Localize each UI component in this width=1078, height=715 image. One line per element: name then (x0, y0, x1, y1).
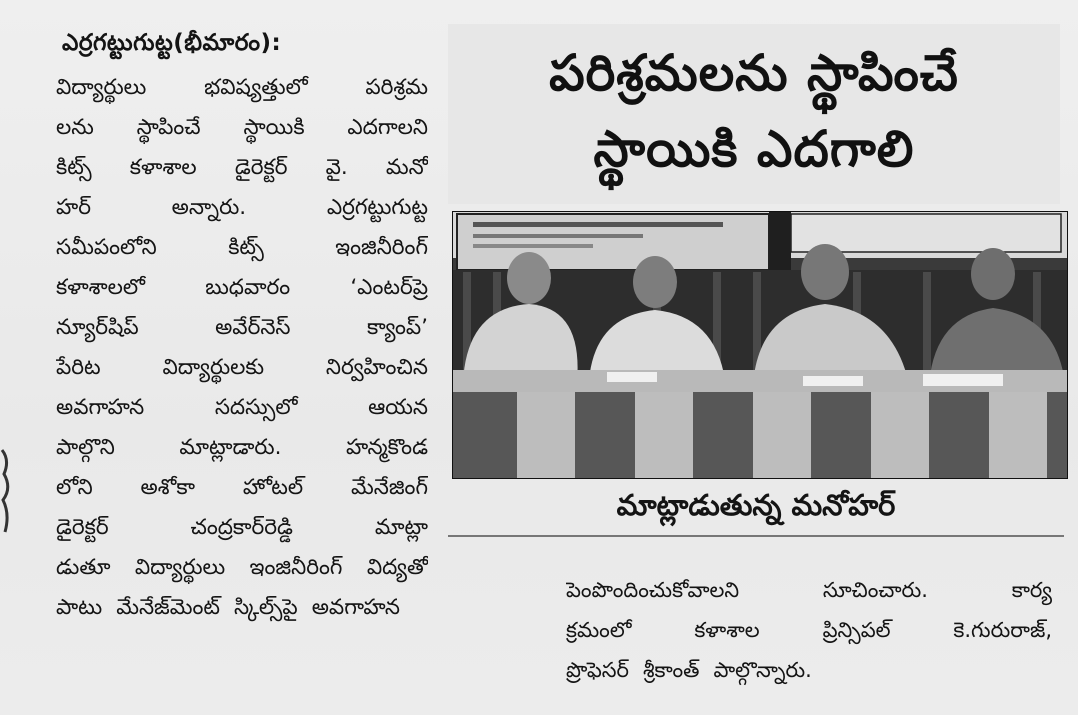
word: బుధవారం (205, 275, 291, 300)
body-right-line (566, 650, 1052, 690)
word: కిట్స్ (228, 235, 264, 260)
word: మాట్లాడారు. (179, 435, 282, 460)
word: హర్ (56, 195, 91, 220)
word: చంద్రకార్‌రెడ్డి (190, 515, 293, 540)
word: నిర్వహించిన (325, 355, 428, 380)
word: మేనేజింగ్ (351, 475, 428, 500)
word: డైరెక్టర్ (56, 515, 109, 540)
body-left-line (56, 588, 428, 628)
word: కిట్స్ (56, 155, 92, 180)
photo-caption: మాట్లాడుతున్న మనోహర్ (616, 488, 896, 522)
article-body-right-column (566, 570, 1052, 690)
word: అవేర్‌నెస్ (215, 315, 291, 340)
word: క్యాంప్’ (366, 315, 428, 340)
headline-line-1: పరిశ్రమలను స్థాపించే (549, 44, 959, 102)
body-left-line (56, 308, 428, 348)
body-left-line (56, 68, 428, 108)
dateline: ఎర్రగట్టుగుట్ట(భీమారం): (62, 30, 282, 56)
body-left-line (56, 188, 428, 228)
word: ‘ఎంటర్‌ప్రె (350, 275, 428, 300)
body-left-line (56, 108, 428, 148)
word: అశోకా (140, 475, 195, 500)
body-left-line (56, 468, 428, 508)
word: స్థాయికి (243, 115, 305, 140)
word: సదస్సులో (214, 395, 298, 420)
word: స్థాపించే (136, 115, 201, 140)
word: పరిశ్రమ (365, 75, 428, 100)
article-body-left-column (56, 68, 428, 628)
word: విద్యతో (366, 555, 428, 580)
word: ఇంజినీరింగ్ (249, 555, 343, 580)
headline-line-2: స్థాయికి ఎదగాలి (593, 120, 915, 178)
body-left-line (56, 228, 428, 268)
word: ఇంజినీరింగ్ (335, 235, 428, 260)
body-left-line (56, 508, 428, 548)
word: డుతూ (56, 555, 111, 580)
body-left-line (56, 428, 428, 468)
word: ఆయన (368, 395, 428, 420)
word: స్కిల్స్‌పై (234, 595, 298, 620)
word: విద్యార్థులు (56, 75, 147, 100)
body-left-line (56, 148, 428, 188)
body-left-line (56, 388, 428, 428)
word: కళాశాలలో (56, 275, 146, 300)
news-photo (452, 211, 1068, 479)
body-right-line (566, 570, 1052, 610)
word: అవగాహన (56, 395, 145, 420)
word: మాట్లా (374, 515, 428, 540)
word: లోని (56, 475, 93, 500)
word: పాల్గొని (56, 435, 115, 460)
word: క్రమంలో (566, 618, 632, 642)
word: కళాశాల (694, 618, 760, 642)
word: న్యూర్‌షిప్ (56, 315, 139, 340)
word: ఎదగాలని (347, 115, 428, 140)
body-left-line (56, 548, 428, 588)
body-left-line (56, 348, 428, 388)
word: అన్నారు. (171, 195, 247, 220)
word: పాటు (56, 595, 103, 620)
word: పాల్గొన్నారు. (713, 658, 812, 682)
body-left-line (56, 268, 428, 308)
word: పెంపొందించుకోవాలని (566, 578, 740, 602)
word: పేరిట (56, 355, 101, 380)
word: డైరెక్టర్ (234, 155, 288, 180)
word: హన్మకొండ (345, 435, 428, 460)
word: సమీపంలోని (56, 235, 157, 260)
word: మనో (385, 155, 428, 180)
word: కార్య (1011, 578, 1052, 602)
word: మేనేజ్‌మెంట్ (116, 595, 221, 620)
word: అవగాహన (311, 595, 400, 620)
word: హోటల్ (242, 475, 304, 500)
word: ప్రిన్సిపల్ (822, 618, 891, 642)
word: కె.గురురాజ్, (953, 618, 1052, 642)
word: విద్యార్థులకు (162, 355, 265, 380)
adjacent-article-fragment (0, 440, 14, 550)
word: సూచించారు. (822, 578, 928, 602)
word: విద్యార్థులు (134, 555, 226, 580)
word: భవిష్యత్తులో (204, 75, 308, 100)
word: ప్రొఫెసర్ (566, 658, 629, 682)
divider (448, 535, 1064, 537)
body-right-line (566, 610, 1052, 650)
word: ఎర్రగట్టుగుట్ట (326, 195, 428, 220)
word: కళాశాల (129, 155, 197, 180)
word: లను (56, 115, 94, 140)
word: వై. (325, 155, 348, 180)
word: శ్రీకాంత్ (643, 658, 700, 682)
